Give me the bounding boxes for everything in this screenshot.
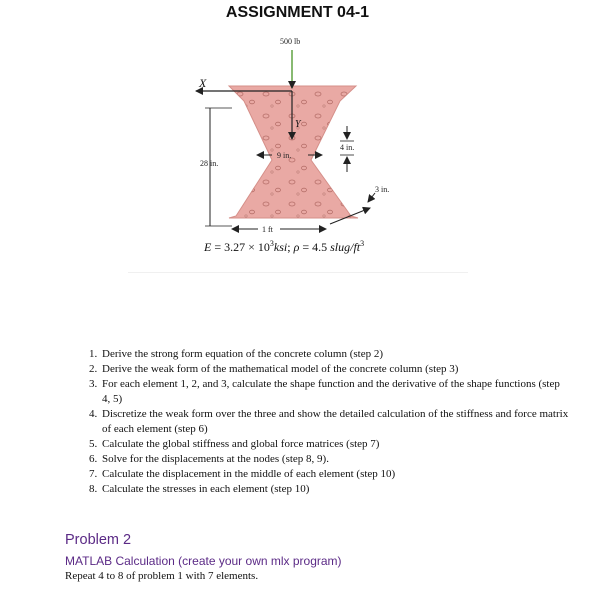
task-item: 6. Solve for the displacements at the nodes (step 8, 9). [100, 452, 570, 467]
density-value: = 4.5 [299, 240, 331, 254]
task-item: 1. Derive the strong form equation of the concrete column (step 2) [100, 347, 570, 362]
bottom-depth-label: 3 in. [375, 185, 390, 194]
task-item: 5. Calculate the global stiffness and global force matrices (step 7) [100, 437, 570, 452]
bottom-depth-arrow [368, 193, 375, 202]
modulus-symbol: E [204, 240, 212, 254]
task-item: 4. Discretize the weak form over the three and show the detailed calculation of the stiffness and force matrix of each element (step 6) [100, 407, 570, 437]
task-item: 2. Derive the weak form of the mathematical model of the concrete column (step 3) [100, 362, 570, 377]
problem2-subheading: MATLAB Calculation (create your own mlx program) [65, 554, 342, 568]
problem2-heading: Problem 2 [65, 532, 132, 548]
density-exponent: 3 [360, 239, 365, 248]
modulus-unit: ksi [273, 240, 288, 254]
column-figure [0, 0, 595, 270]
y-axis-label: Y [295, 119, 301, 130]
top-depth-label: 4 in. [340, 143, 355, 152]
density-unit: slug/ft [330, 240, 361, 254]
formula-separator: ; [287, 240, 294, 254]
base-width-label: 1 ft [262, 225, 273, 234]
task-list [70, 347, 570, 497]
task-item: 8. Calculate the stresses in each element (step 10) [100, 482, 570, 497]
height-dimension-label: 28 in. [200, 159, 219, 168]
load-label: 500 lb [280, 37, 301, 46]
task-item: 7. Calculate the displacement in the middle of each element (step 10) [100, 467, 570, 482]
x-axis-label: X [199, 76, 207, 90]
modulus-exponent: 3 [269, 239, 274, 248]
density-symbol: ρ [293, 240, 300, 254]
task-item: 3. For each element 1, 2, and 3, calculate the shape function and the derivative of the shape functions (step 4, 5) [100, 377, 570, 407]
page-title: ASSIGNMENT 04-1 [225, 4, 370, 21]
modulus-value: = 3.27 × 10 [211, 240, 270, 254]
material-properties-formula [204, 239, 364, 255]
middle-width-label: 9 in. [277, 151, 292, 160]
problem2-instruction: Repeat 4 to 8 of problem 1 with 7 elements. [65, 570, 259, 582]
divider [128, 272, 468, 273]
